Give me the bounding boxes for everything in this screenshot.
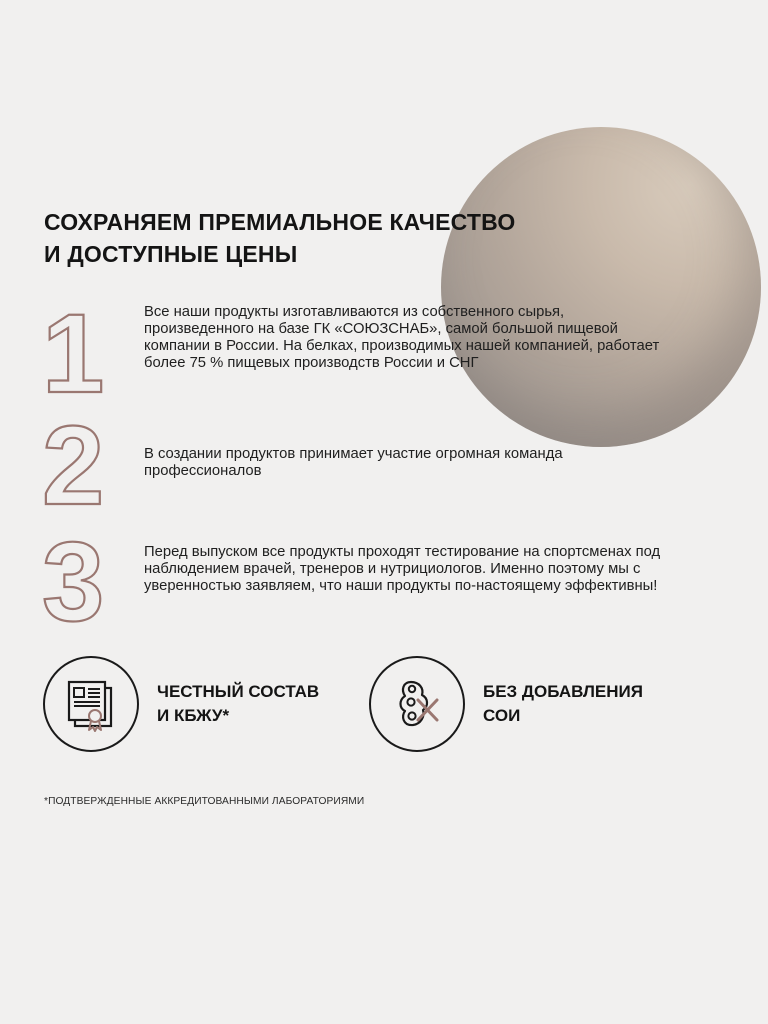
item-3-text: Перед выпуском все продукты проходят тестирование на спортсменах под наблюдением врачей, тренеров и нутрициологов. Именно поэтому мы с уверенностью заявляем, что наши продукты по-настоящему эффективны!	[144, 544, 661, 594]
item-2-text: В создании продуктов принимает участие огромная команда профессионалов	[144, 446, 563, 479]
feature-1-line-1: ЧЕСТНЫЙ СОСТАВ	[157, 682, 320, 701]
certificate-icon	[43, 656, 139, 752]
number-1-glyph: 1	[42, 291, 105, 416]
number-3-icon	[42, 519, 126, 644]
number-2-icon	[42, 403, 126, 528]
number-2-glyph: 2	[42, 403, 105, 528]
feature-label-1	[157, 680, 319, 728]
number-3-glyph: 3	[42, 519, 105, 644]
feature-label-2	[483, 680, 643, 728]
item-1-text: Все наши продукты изготавливаются из собственного сырья, произведенного на базе ГК «СОЮЗСНАБ», самой большой пищевой компании в России. На белках, производимых нашей компанией, работает более 75 % пищевых производств России и СНГ	[144, 304, 660, 371]
feature-2-line-2: СОИ	[483, 706, 521, 725]
feature-no-soy	[369, 656, 643, 752]
no-soy-icon	[369, 656, 465, 752]
number-1-icon	[42, 291, 126, 416]
title-line-2: И ДОСТУПНЫЕ ЦЕНЫ	[44, 241, 298, 267]
feature-honest-composition	[43, 656, 319, 752]
feature-2-line-1: БЕЗ ДОБАВЛЕНИЯ	[483, 682, 643, 701]
feature-1-line-2: И КБЖУ*	[157, 706, 230, 725]
title-line-1: СОХРАНЯЕМ ПРЕМИАЛЬНОЕ КАЧЕСТВО	[44, 209, 516, 235]
decorative-gradient-circle	[441, 127, 761, 447]
footnote: *ПОДТВЕРЖДЕННЫЕ АККРЕДИТОВАННЫМИ ЛАБОРАТОРИЯМИ	[44, 796, 365, 807]
page-title	[44, 206, 604, 270]
